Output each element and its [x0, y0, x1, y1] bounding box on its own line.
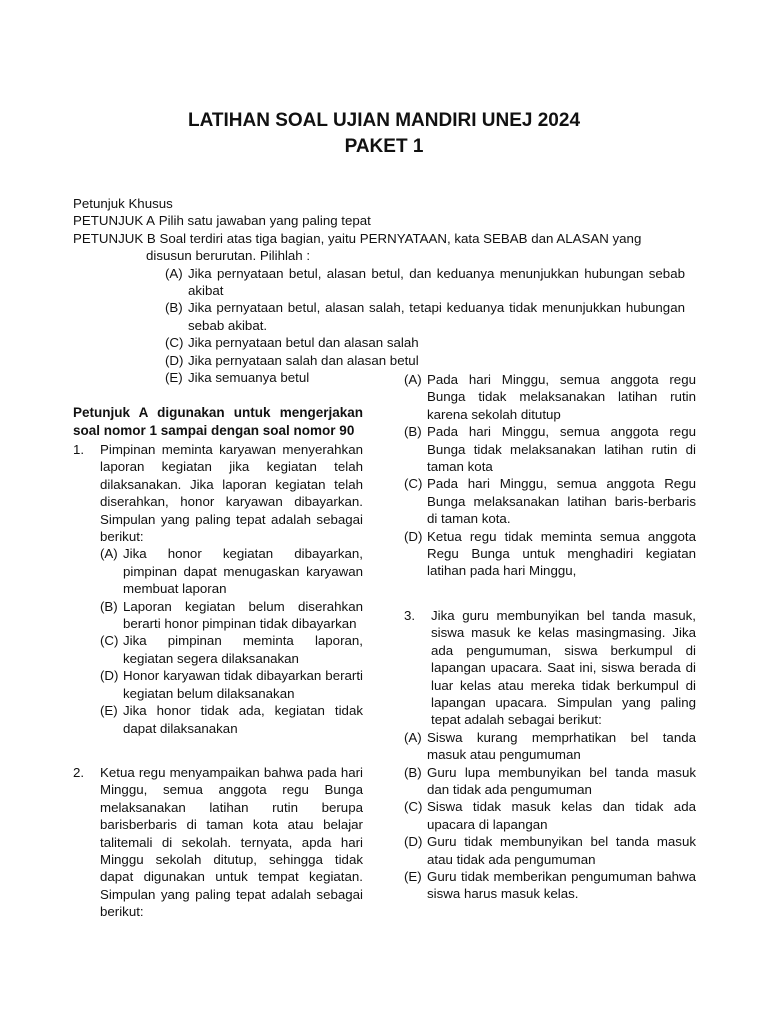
- instruction-option: (B) Jika pernyataan betul, alasan salah, tetapi keduanya tidak menunjukkan hubungan sebab akibat.: [165, 300, 685, 333]
- document-title: [0, 108, 768, 160]
- answer-option: (A) Siswa kurang memprhatikan bel tanda masuk atau pengumuman: [404, 729, 696, 763]
- instruction-b-options: [73, 265, 685, 387]
- left-column: [73, 404, 363, 921]
- instruction-b-text: Soal terdiri atas tiga bagian, yaitu PERNYATAAN, kata SEBAB dan ALASAN yang: [159, 230, 642, 246]
- title-line-2: PAKET 1: [344, 136, 424, 157]
- answer-option: (D) Honor karyawan tidak dibayarkan berarti kegiatan belum dilaksanakan: [100, 668, 363, 701]
- question-1: [73, 441, 363, 737]
- instruction-a: [73, 212, 685, 229]
- instruction-option: (A) Jika pernyataan betul, alasan betul, dan keduanya menunjukkan hubungan sebab akibat: [165, 265, 685, 299]
- section-heading: Petunjuk A digunakan untuk mengerjakan soal nomor 1 sampai dengan soal nomor 90: [73, 405, 363, 438]
- instruction-a-text: Pilih satu jawaban yang paling tepat: [158, 213, 371, 229]
- answer-option: (E) Guru tidak memberikan pengumuman bahwa siswa harus masuk kelas.: [404, 868, 696, 902]
- answer-option: (D) Ketua regu tidak meminta semua anggota Regu Bunga untuk menghadiri kegiatan latihan pada hari Minggu,: [404, 528, 696, 579]
- question-stem: Pimpinan meminta karyawan menyerahkan laporan kegiatan jika kegiatan telah dilaksanakan. Jika laporan kegiatan telah diserahkan, honor karyawan dibayarkan. Simpulan yang paling tepat adalah sebagai berikut:: [100, 442, 363, 545]
- question-stem: Jika guru membunyikan bel tanda masuk, siswa masuk ke kelas masingmasing. Jika ada pengumuman, siswa berkumpul di lapangan upacara. Saat ini, siswa berada di luar kelas atau mereka tidak berkumpul di lapangan upacara. Simpulan yang paling tepat adalah sebagai berikut:: [431, 607, 696, 728]
- question-3-options: [404, 729, 696, 903]
- answer-option: (A) Pada hari Minggu, semua anggota regu Bunga tidak melaksanakan latihan rutin karena sekolah ditutup: [404, 372, 696, 422]
- answer-option: (C) Jika pimpinan meminta laporan, kegiatan segera dilaksanakan: [100, 633, 363, 666]
- answer-option: (E) Jika honor tidak ada, kegiatan tidak dapat dilaksanakan: [100, 703, 363, 736]
- title-line-1: LATIHAN SOAL UJIAN MANDIRI UNEJ 2024: [187, 110, 581, 131]
- answer-option: (B) Laporan kegiatan belum diserahkan berarti honor pimpinan tidak dibayarkan: [100, 598, 363, 632]
- answer-option: (C) Siswa tidak masuk kelas dan tidak ada upacara di lapangan: [404, 799, 696, 832]
- question-number: 2.: [73, 764, 85, 780]
- instruction-a-label: PETUNJUK A: [73, 213, 156, 229]
- instruction-b-label: PETUNJUK B: [73, 230, 156, 246]
- question-3: [404, 607, 696, 729]
- instruction-option: (D) Jika pernyataan salah dan alasan betul: [165, 352, 419, 368]
- answer-option: (A) Jika honor kegiatan dibayarkan, pimpinan dapat menugaskan karyawan membuat laporan: [100, 546, 363, 597]
- right-column: [404, 371, 696, 903]
- question-number: 3.: [404, 607, 416, 623]
- question-2-options: [404, 371, 696, 580]
- instruction-b: [73, 230, 685, 247]
- instruction-option: (C) Jika pernyataan betul dan alasan salah: [165, 335, 419, 351]
- question-number: 1.: [73, 442, 85, 457]
- instructions: [73, 195, 685, 386]
- answer-option: (B) Pada hari Minggu, semua anggota regu Bunga tidak melaksanakan latihan rutin di taman kota: [404, 424, 696, 475]
- question-2: [73, 764, 363, 921]
- question-stem: Ketua regu menyampaikan bahwa pada hari Minggu, semua anggota regu Bunga melaksanakan latihan rutin berupa barisberbaris di taman kota atau belajar talitemali di sekolah. ternyata, apda hari Minggu sekolah ditutup, sehingga tidak dapat digunakan untuk tempat kegiatan. Simpulan yang paling tepat adalah sebagai berikut:: [100, 764, 363, 920]
- instruction-option: (E) Jika semuanya betul: [165, 370, 310, 386]
- answer-option: (D) Guru tidak membunyikan bel tanda masuk atau tidak ada pengumuman: [404, 834, 696, 867]
- answer-option: (C) Pada hari Minggu, semua anggota Regu Bunga melaksanakan latihan baris-berbaris di taman kota.: [404, 476, 696, 527]
- instructions-heading: Petunjuk Khusus: [73, 196, 173, 211]
- answer-option: (B) Guru lupa membunyikan bel tanda masuk dan tidak ada pengumuman: [404, 764, 696, 797]
- instruction-b-continuation: disusun berurutan. Pilihlah :: [146, 248, 311, 264]
